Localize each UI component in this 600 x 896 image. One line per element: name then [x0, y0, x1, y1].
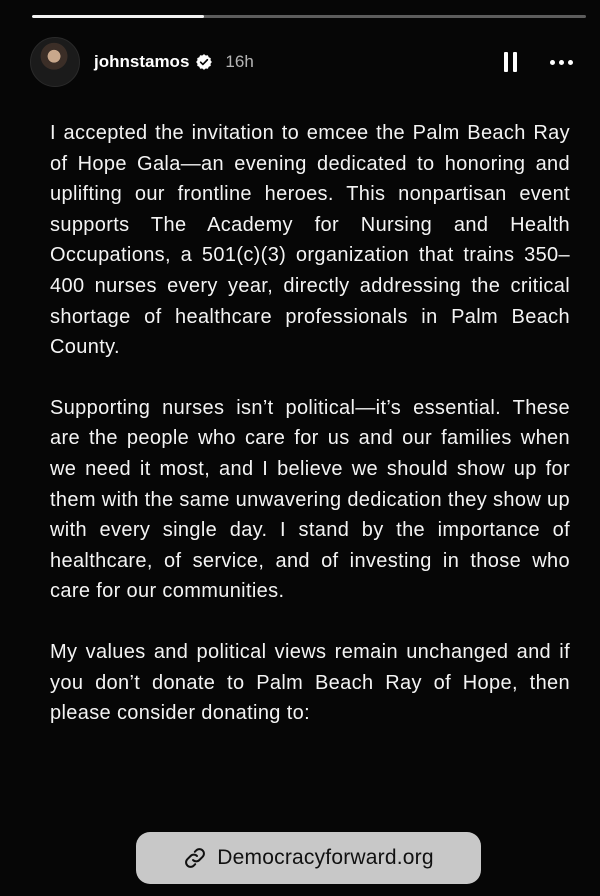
avatar[interactable]: [30, 37, 80, 87]
link-icon: [183, 846, 207, 870]
story-progress-fill: [32, 15, 204, 18]
paragraph-2: Supporting nurses isn’t political—it’s essential. These are the people who care for us and our families when we need it most, and I believe we should show up for them with the same unwavering dedication they show up with every single day. I stand by the importance of healthcare, of service, and of investing in those who care for our communities.: [50, 396, 570, 603]
story-text-block: [50, 118, 570, 759]
post-timestamp: 16h: [225, 52, 254, 71]
username[interactable]: johnstamos: [94, 52, 190, 71]
verified-badge-icon: [195, 53, 213, 71]
story-progress-bar: [32, 15, 586, 18]
story-header: [30, 38, 578, 86]
paragraph-3: My values and political views remain unchanged and if you don’t donate to Palm Beach Ray of Hope, then please consider donating to:: [50, 640, 570, 725]
more-options-icon[interactable]: [544, 48, 578, 76]
link-sticker-label: Democracyforward.org: [217, 846, 434, 869]
pause-icon[interactable]: [496, 48, 524, 76]
paragraph-1: I accepted the invitation to emcee the Palm Beach Ray of Hope Gala—an evening dedicated to honoring and uplifting our frontline heroes. This nonpartisan event supports The Academy for Nursing and Health Occupations, a 501(c)(3) organization that trains 350–400 nurses every year, directly addressing the critical shortage of healthcare professionals in Palm Beach County.: [50, 122, 570, 359]
link-sticker[interactable]: [136, 832, 481, 884]
